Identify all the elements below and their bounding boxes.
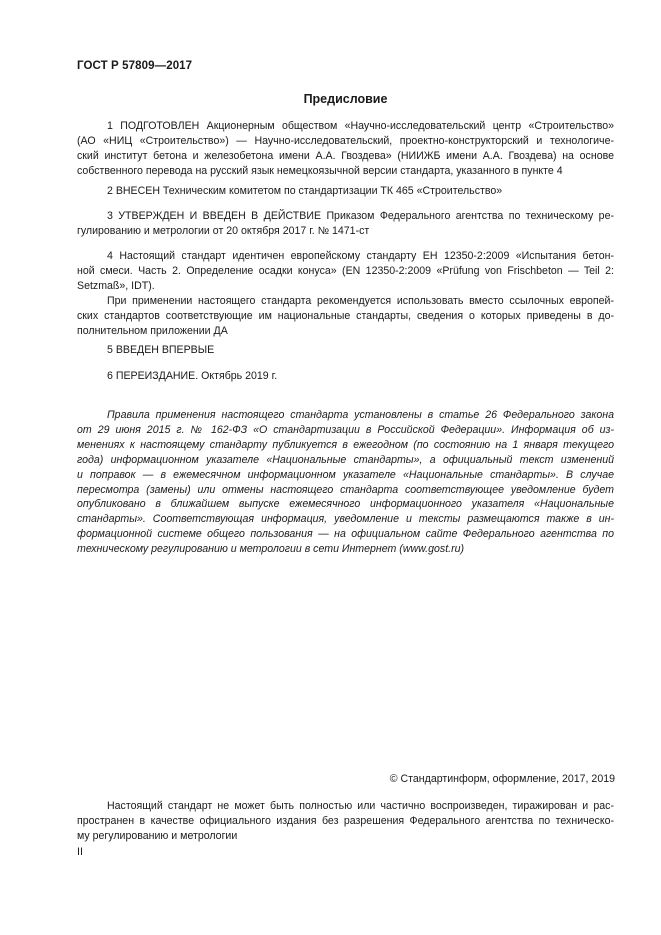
item-1 bbox=[77, 119, 614, 179]
item-3 bbox=[77, 209, 614, 239]
text-line: от 29 июня 2015 г. № 162-ФЗ «О стандартизации в Российской Федерации». Информация об из- bbox=[77, 423, 614, 436]
text-line: стандарты». Соответствующая информация, уведомление и тексты размещаются также в ин- bbox=[77, 513, 614, 526]
text-line: пересмотра (замены) или отмены настоящего стандарта соответствующее уведомление будет bbox=[77, 483, 614, 496]
text-line: опубликовано в ближайшем выпуске ежемесячного информационного указателя «Национальные bbox=[77, 498, 614, 511]
text-line: ной смеси. Часть 2. Определение осадки конуса» (EN 12350-2:2009 «Prüfung von Frischbeton — Teil 2: bbox=[77, 264, 614, 277]
text-line: Setzmaß», IDT). bbox=[77, 279, 155, 292]
reproduction-rights-notice bbox=[77, 799, 614, 844]
text-line: ский институт бетона и железобетона имени А.А. Гвоздева» (НИИЖБ имени А.А. Гвоздева) на основе bbox=[77, 149, 614, 162]
text-line: пространен в качестве официального издания без разрешения Федерального агентства по техническо- bbox=[77, 814, 614, 827]
page-number: II bbox=[77, 846, 83, 858]
text-line: ских стандартов соответствующие им национальные стандарты, сведения о которых приведены в до- bbox=[77, 309, 614, 322]
text-line: гулированию и метрологии от 20 октября 2017 г. № 1471-ст bbox=[77, 224, 370, 237]
text-line: и поправок — в ежемесячном информационном указателе «Национальные стандарты». В случае bbox=[77, 468, 614, 481]
text-line: года) информационном указателе «Национальные стандарты», а официальный текст изменений bbox=[77, 453, 614, 466]
text-line: 1 ПОДГОТОВЛЕН Акционерным обществом «Научно-исследовательский центр «Строительство» bbox=[107, 120, 614, 132]
text-line: собственного перевода на русский язык немецкоязычной версии стандарта, указанного в пункте 4 bbox=[77, 164, 563, 177]
text-line: полнительном приложении ДА bbox=[77, 324, 228, 337]
text-line: 2 ВНЕСЕН Техническим комитетом по стандартизации ТК 465 «Строительство» bbox=[107, 185, 503, 197]
text-line: техническому регулированию и метрологии в сети Интернет (www.gost.ru) bbox=[77, 543, 465, 556]
text-line: Правила применения настоящего стандарта установлены в статье 26 Федерального закона bbox=[107, 409, 614, 421]
text-line: формационной системе общего пользования — на официальном сайте Федерального агентства по bbox=[77, 528, 614, 541]
text-line: Настоящий стандарт не может быть полностью или частично воспроизведен, тиражирован и рас- bbox=[107, 800, 614, 812]
copyright-line: © Стандартинформ, оформление, 2017, 2019 bbox=[389, 773, 615, 785]
page-title: Предисловие bbox=[303, 92, 388, 106]
document-code: ГОСТ Р 57809—2017 bbox=[77, 60, 193, 72]
text-line: При применении настоящего стандарта рекомендуется использовать вместо ссылочных европей- bbox=[107, 294, 614, 307]
item-5 bbox=[77, 343, 614, 358]
text-line: 4 Настоящий стандарт идентичен европейскому стандарту ЕН 12350-2:2009 «Испытания бетон- bbox=[107, 250, 614, 262]
item-2 bbox=[77, 184, 614, 199]
text-line: 5 ВВЕДЕН ВПЕРВЫЕ bbox=[107, 344, 215, 356]
text-line: 3 УТВЕРЖДЕН И ВВЕДЕН В ДЕЙСТВИЕ Приказом Федерального агентства по техническому ре- bbox=[107, 210, 614, 222]
text-line: му регулированию и метрологии bbox=[77, 829, 238, 842]
text-line: менениях к настоящему стандарту публикуется в ежегодном (по состоянию на 1 января текущего bbox=[77, 438, 614, 451]
item-6 bbox=[77, 369, 614, 384]
standard-application-notice bbox=[77, 408, 614, 557]
text-line: 6 ПЕРЕИЗДАНИЕ. Октябрь 2019 г. bbox=[107, 370, 278, 382]
text-line: (АО «НИЦ «Строительство») — Научно-исследовательский, проектно-конструкторский и технологиче- bbox=[77, 134, 614, 147]
item-4 bbox=[77, 249, 614, 338]
